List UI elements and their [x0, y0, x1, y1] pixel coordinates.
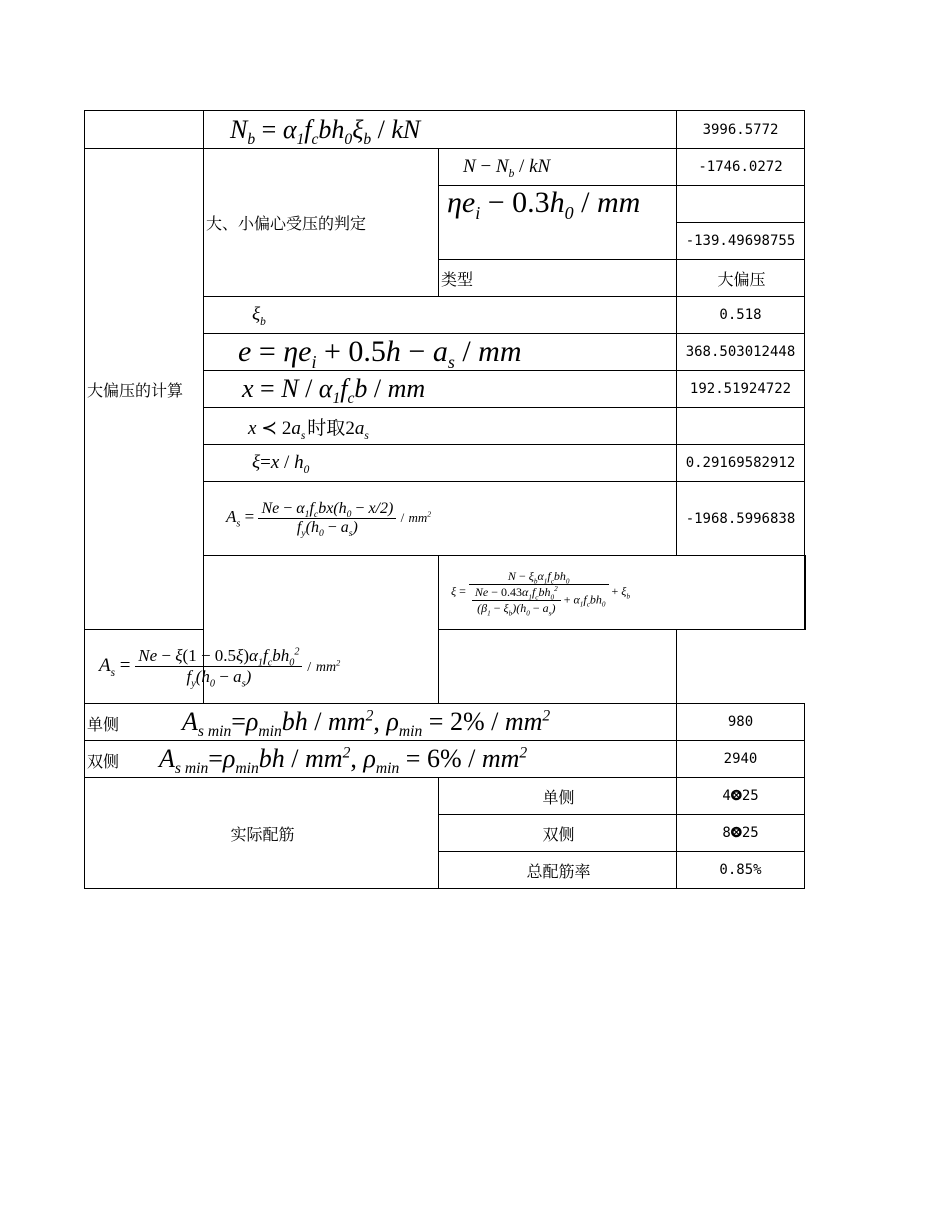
formula-as-small: $A_s$ = $\frac{Ne - \xi(1 - 0.5\xi)\alpha_1f_cbh_0^2}{f_y(h_0 - a_s)}$ / $mm^2$ — [85, 630, 439, 704]
actual-double-label: 双侧 — [439, 815, 677, 852]
formula-x-condition: x ≺ $2a_s$ 时取$2a_s$ — [204, 408, 677, 445]
formula-e: $e = \eta e_i + 0.5h - a_s$ / mm — [204, 334, 677, 371]
rebar-icon: ⨷ — [730, 788, 742, 804]
actual-ratio-label: 总配筋率 — [439, 852, 677, 889]
formula-xi-small: ξ = $N - \xi_b\alpha_1f_cbh_0$ $\frac{Ne - 0.43\alpha_1f_cbh_0^2}{(\beta_1 - \xi_b)(h_0 - a_s)}$ + $\alpha_1f_cbh_0$ + $\xi_b$ — [439, 556, 805, 630]
value-eta-ei-empty — [677, 186, 805, 223]
value-xi-b: 0.518 — [677, 297, 805, 334]
judge-label: 大、小偏心受压的判定 — [204, 149, 439, 297]
value-n-minus-nb: -1746.0272 — [677, 149, 805, 186]
calculation-table — [84, 110, 806, 889]
formula-n-minus-nb: $N - N_b$ / kN — [439, 149, 677, 186]
rebar-icon: ⨷ — [730, 825, 742, 841]
type-label: 类型 — [439, 260, 677, 297]
actual-label: 实际配筋 — [85, 778, 439, 889]
value-e: 368.503012448 — [677, 334, 805, 371]
actual-ratio-value: 0.85% — [677, 852, 805, 889]
blank-cell — [85, 111, 204, 149]
value-x-condition-empty — [677, 408, 805, 445]
value-xi: 0.29169582912 — [677, 445, 805, 482]
actual-single-label: 单侧 — [439, 778, 677, 815]
value-single-min: 980 — [677, 704, 805, 741]
large-eccentric-label: 大偏压的计算 — [85, 149, 204, 630]
row-nb — [85, 111, 806, 149]
formula-double-min: 双侧 $A_{s min}=\rho_{min}bh / mm^2$, $\rho_{min} = 6\% / mm^2$ — [85, 741, 677, 778]
formula-nb: $N_b = \alpha_1f_cbh_0\xi_b$ / kN — [204, 111, 677, 149]
formula-single-min: 单侧 $A_{s min}=\rho_{min}bh / mm^2$, $\rho_{min} = 2\% / mm^2$ — [85, 704, 677, 741]
formula-xi-b: $\xi_b$ — [204, 297, 677, 334]
formula-x: $x = N / \alpha_1f_cb$ / mm — [204, 371, 677, 408]
actual-double-value: 8⨷25 — [677, 815, 805, 852]
value-eta-ei: -139.49698755 — [677, 223, 805, 260]
actual-single-value: 4⨷25 — [677, 778, 805, 815]
formula-xi: $\xi=x / h_0$ — [204, 445, 677, 482]
formula-as: $A_s$ = $\frac{Ne - \alpha_1f_cbx(h_0 - x/2)}{f_y(h_0 - a_s)}$ / $mm^2$ — [204, 482, 677, 556]
formula-eta-ei: $\eta e_i - 0.3h_0$ / mm — [439, 186, 677, 260]
value-as: -1968.5996838 — [677, 482, 805, 556]
type-value: 大偏压 — [677, 260, 805, 297]
value-as-small-empty — [439, 630, 677, 704]
value-xi-small-empty — [805, 556, 806, 630]
value-x: 192.51924722 — [677, 371, 805, 408]
value-nb: 3996.5772 — [677, 111, 805, 149]
value-double-min: 2940 — [677, 741, 805, 778]
